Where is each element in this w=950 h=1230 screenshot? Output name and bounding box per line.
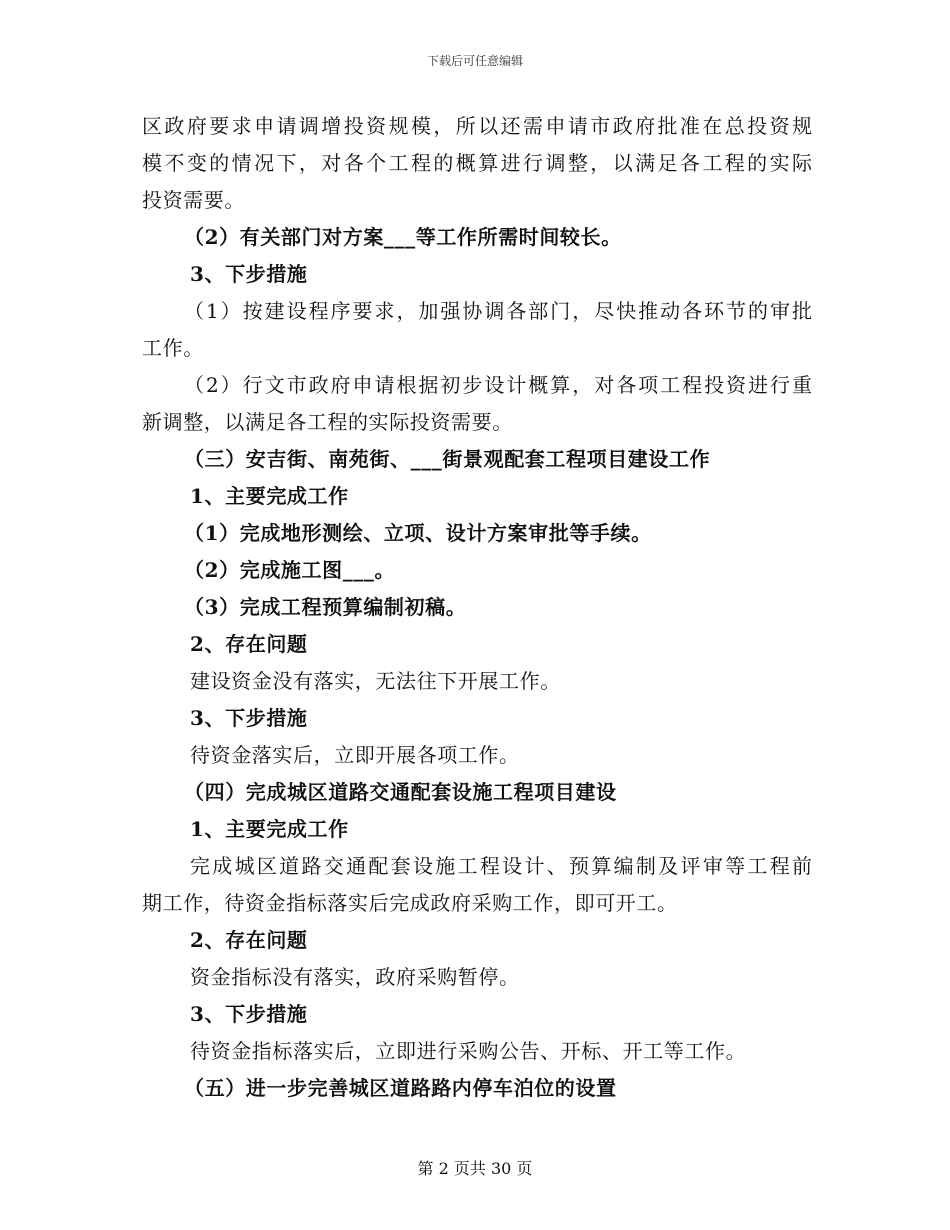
subheading: 3、下步措施 xyxy=(190,262,308,286)
paragraph-line: （1）按建设程序要求，加强协调各部门，尽快推动各环节的审批 xyxy=(184,299,812,323)
paragraph-line: 区政府要求申请调增投资规模，所以还需申请市政府批准在总投资规 xyxy=(142,114,812,138)
paragraph-line: 新调整，以满足各工程的实际投资需要。 xyxy=(142,410,513,434)
subheading: 3、下步措施 xyxy=(190,1002,308,1026)
paragraph-line: 工作。 xyxy=(142,336,204,360)
paragraph-line: 建设资金没有落实，无法往下开展工作。 xyxy=(190,669,561,693)
paragraph-line: （2）行文市政府申请根据初步设计概算，对各项工程投资进行重 xyxy=(184,373,812,397)
list-item: （1）完成地形测绘、立项、设计方案审批等手续。 xyxy=(184,521,652,545)
paragraph-line: 模不变的情况下，对各个工程的概算进行调整，以满足各工程的实际 xyxy=(142,151,812,175)
paragraph-line: 待资金指标落实后，立即进行采购公告、开标、开工等工作。 xyxy=(190,1039,747,1063)
paragraph-line: 待资金落实后，立即开展各项工作。 xyxy=(190,743,520,767)
section-heading: （三）安吉街、南苑街、___街景观配套工程项目建设工作 xyxy=(184,447,711,471)
list-item: （3）完成工程预算编制初稿。 xyxy=(184,595,467,619)
list-item: （2）完成施工图___。 xyxy=(184,558,396,582)
document-body xyxy=(142,108,812,1107)
subheading: 2、存在问题 xyxy=(190,928,308,952)
paragraph-line: 投资需要。 xyxy=(142,188,245,212)
page-header: 下载后可任意编辑 xyxy=(426,54,523,68)
subheading: 1、主要完成工作 xyxy=(190,484,349,508)
paragraph-line: 完成城区道路交通配套设施工程设计、预算编制及评审等工程前 xyxy=(190,854,812,878)
paragraph-line: 期工作，待资金指标落实后完成政府采购工作，即可开工。 xyxy=(142,891,678,915)
subheading: 1、主要完成工作 xyxy=(190,817,349,841)
page-footer: 第 2 页共 30 页 xyxy=(417,1159,533,1178)
section-heading: （五）进一步完善城区道路路内停车泊位的设置 xyxy=(184,1076,617,1100)
subheading: （2）有关部门对方案___等工作所需时间较长。 xyxy=(184,225,622,249)
subheading: 3、下步措施 xyxy=(190,706,308,730)
paragraph-line: 资金指标没有落实，政府采购暂停。 xyxy=(190,965,520,989)
section-heading: （四）完成城区道路交通配套设施工程项目建设 xyxy=(184,780,617,804)
subheading: 2、存在问题 xyxy=(190,632,308,656)
